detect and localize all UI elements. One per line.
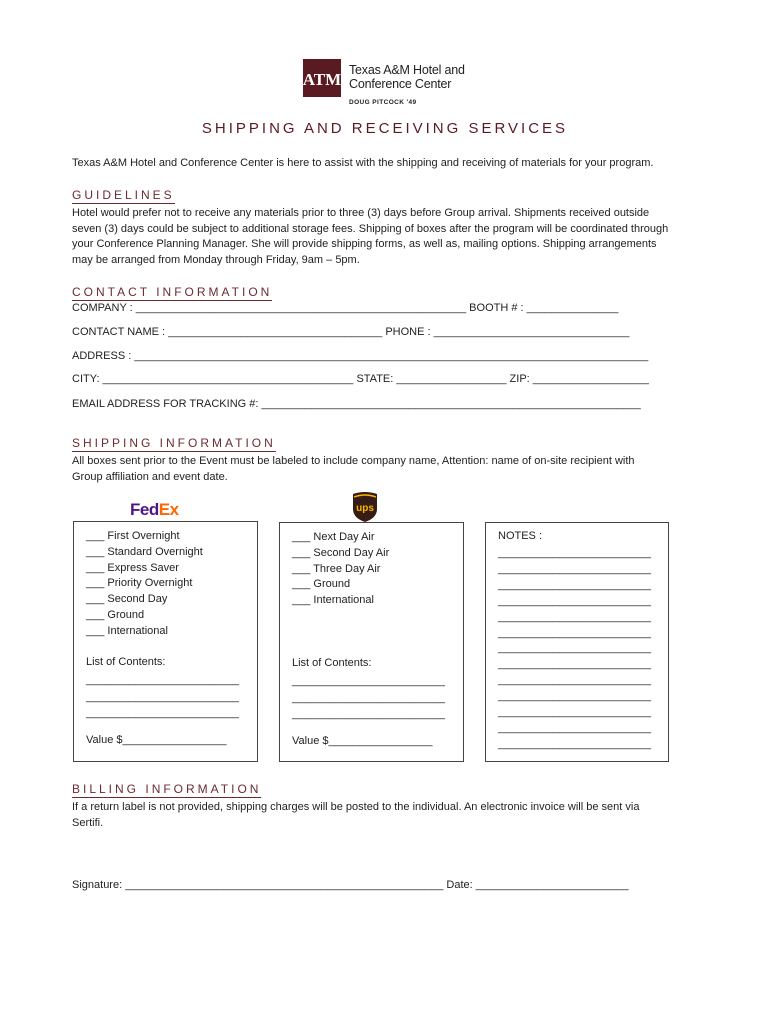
fedex-value-field[interactable]: Value $_________________ (86, 734, 227, 746)
fedex-option-standard-overnight[interactable]: ___ Standard Overnight (86, 545, 203, 558)
fedex-options (86, 529, 203, 640)
notes-line[interactable]: _________________________ (498, 626, 651, 639)
billing-line: If a return label is not provided, shipping charges will be posted to the individual. An electronic invoice will be sent via (72, 801, 640, 813)
ups-contents-line[interactable]: _________________________ (292, 675, 445, 687)
ups-option-second-day-air[interactable]: ___ Second Day Air (292, 546, 390, 559)
ups-contents-line[interactable]: _________________________ (292, 691, 445, 704)
fedex-logo-ex: Ex (158, 500, 179, 519)
ups-option-next-day-air[interactable]: ___ Next Day Air (292, 531, 375, 543)
svg-text:ATM: ATM (303, 70, 341, 89)
shipping-text (72, 454, 700, 485)
notes-line[interactable]: _________________________ (498, 578, 651, 591)
contact-heading: CONTACT INFORMATION (72, 285, 273, 299)
address-field[interactable]: ADDRESS : ____________________________________________________________________________________ (72, 350, 649, 362)
guidelines-line: Hotel would prefer not to receive any materials prior to three (3) days before Group arrival. Shipments received outside (72, 207, 650, 219)
fedex-contents-line[interactable]: _________________________ (86, 674, 239, 686)
fedex-contents-lines (86, 672, 239, 722)
ups-option-international[interactable]: ___ International (292, 594, 374, 607)
org-name-line2: Conference Center (349, 77, 452, 91)
intro-text: Texas A&M Hotel and Conference Center is here to assist with the shipping and receiving of materials for your program. (72, 157, 654, 169)
notes-label: NOTES : (498, 530, 543, 542)
shipping-heading: SHIPPING INFORMATION (72, 436, 276, 450)
shipping-line: All boxes sent prior to the Event must be labeled to include company name, Attention: name of on-site recipient with (72, 455, 635, 467)
city-state-zip-field[interactable]: CITY: _________________________________________ STATE: __________________ ZIP: ___________________ (72, 373, 650, 385)
notes-box (485, 522, 669, 762)
ups-option-three-day-air[interactable]: ___ Three Day Air (292, 562, 381, 575)
guidelines-text (72, 206, 700, 268)
shipping-line: Group affiliation and event date. (72, 470, 228, 483)
guidelines-line: seven (3) days could be subject to additional storage fees. Shipping of boxes after the program will be coordinated through (72, 222, 669, 235)
fedex-box (73, 521, 258, 762)
fedex-contents-label: List of Contents: (86, 656, 166, 668)
guidelines-line: may be arranged from Monday through Friday, 9am – 5pm. (72, 253, 360, 266)
fedex-logo-fed: Fed (130, 500, 159, 519)
fedex-option-priority-overnight[interactable]: ___ Priority Overnight (86, 577, 193, 590)
guidelines-line: your Conference Planning Manager. She will provide shipping forms, as well as, mailing options. Shipping arrangements (72, 238, 657, 250)
billing-line: Sertifi. (72, 816, 104, 829)
page-title: SHIPPING AND RECEIVING SERVICES (201, 120, 569, 137)
notes-line[interactable]: _________________________ (498, 706, 651, 719)
fedex-logo (130, 500, 179, 520)
svg-text:ups: ups (356, 503, 374, 514)
notes-line[interactable]: _________________________ (498, 737, 651, 750)
billing-heading: BILLING INFORMATION (72, 782, 262, 796)
org-subtitle: DOUG PITCOCK '49 (349, 99, 417, 106)
notes-line[interactable]: _________________________ (498, 642, 651, 655)
ups-contents-label: List of Contents: (292, 657, 372, 669)
contact-phone-field[interactable]: CONTACT NAME : ___________________________________ PHONE : ________________________________ (72, 326, 630, 338)
fedex-contents-line[interactable]: _________________________ (86, 707, 239, 719)
contact-heading-wrap (72, 285, 272, 301)
ups-option-ground[interactable]: ___ Ground (292, 578, 351, 591)
fedex-option-express-saver[interactable]: ___ Express Saver (86, 561, 179, 574)
notes-line[interactable]: _________________________ (498, 690, 651, 703)
notes-line[interactable]: _________________________ (498, 721, 651, 734)
ups-contents-lines (292, 673, 445, 723)
notes-line[interactable]: _________________________ (498, 658, 651, 671)
company-booth-field[interactable]: COMPANY : ______________________________________________________ BOOTH # : _______________ (72, 302, 619, 314)
billing-text (72, 800, 700, 831)
notes-lines (498, 546, 651, 753)
ups-options (292, 530, 389, 609)
fedex-option-ground[interactable]: ___ Ground (86, 608, 145, 621)
ups-contents-line[interactable]: _________________________ (292, 708, 445, 720)
guidelines-heading: GUIDELINES (72, 188, 175, 202)
org-name-line1: Texas A&M Hotel and (349, 63, 465, 77)
notes-line[interactable]: _________________________ (498, 547, 651, 559)
notes-line[interactable]: _________________________ (498, 610, 651, 623)
notes-line[interactable]: _________________________ (498, 594, 651, 607)
fedex-option-first-overnight[interactable]: ___ First Overnight (86, 530, 180, 542)
signature-date-field[interactable]: Signature: ____________________________________________________ Date: _________________________ (72, 879, 629, 891)
fedex-option-international[interactable]: ___ International (86, 624, 168, 637)
fedex-option-second-day[interactable]: ___ Second Day (86, 593, 168, 606)
notes-line[interactable]: _________________________ (498, 562, 651, 575)
tamu-logo-icon (303, 59, 341, 97)
ups-value-field[interactable]: Value $_________________ (292, 735, 433, 747)
org-name (349, 63, 465, 91)
fedex-contents-line[interactable]: _________________________ (86, 690, 239, 703)
guidelines-heading-wrap (72, 188, 175, 204)
ups-box (279, 522, 464, 762)
email-tracking-field[interactable]: EMAIL ADDRESS FOR TRACKING #: ______________________________________________________________ (72, 398, 641, 410)
ups-logo-icon (351, 491, 379, 523)
shipping-heading-wrap (72, 436, 276, 452)
notes-line[interactable]: _________________________ (498, 674, 651, 687)
billing-heading-wrap (72, 782, 261, 798)
